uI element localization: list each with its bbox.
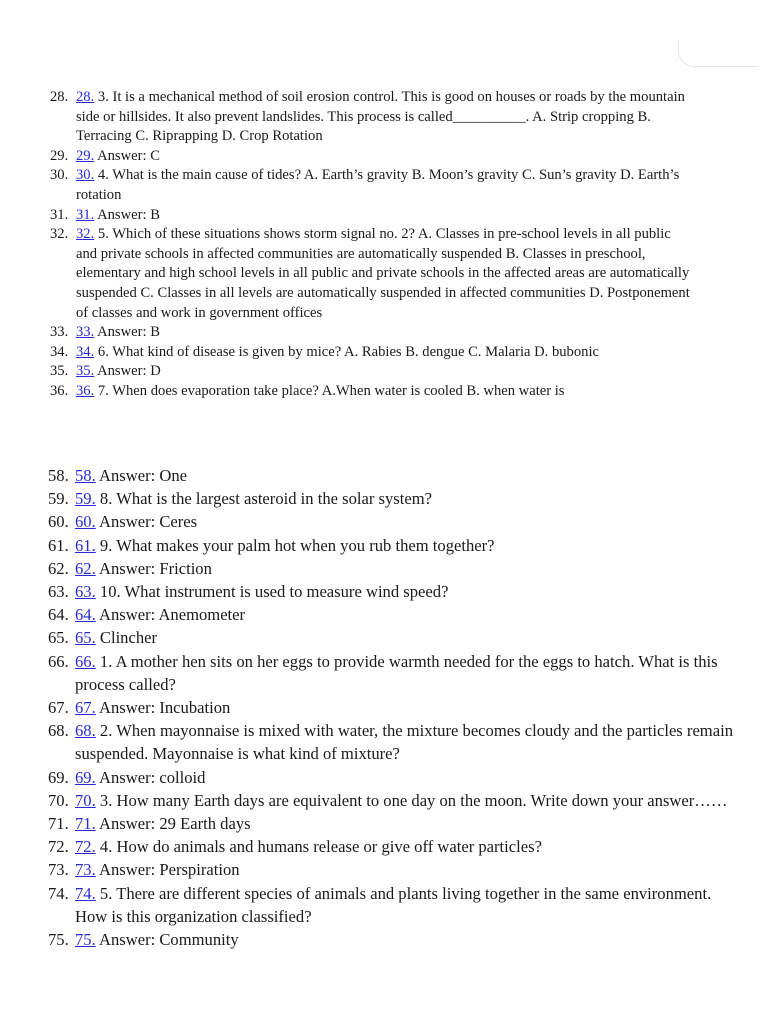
item-number: 75. — [48, 930, 69, 950]
item-number: 33. — [50, 324, 69, 341]
item-text: Answer: Ceres — [95, 512, 198, 532]
item-link[interactable]: 61. — [75, 535, 96, 555]
item-text: 10. What instrument is used to measure wind speed? — [95, 582, 449, 602]
item-body — [75, 789, 738, 812]
item-body — [76, 323, 690, 343]
item-link[interactable]: 58. — [75, 466, 96, 485]
item-text: Answer: Anemometer — [95, 605, 246, 625]
list-item — [48, 766, 738, 789]
item-number: 29. — [50, 147, 69, 164]
item-text: 8. What is the largest asteroid in the solar system? — [95, 489, 433, 509]
list-item — [50, 343, 690, 363]
item-link[interactable]: 35. — [76, 363, 95, 380]
item-text: 3. It is a mechanical method of soil erosion control. This is good on houses or roads by the mountain side or hillsides. It also prevent landslides. This process is called__________. A. Strip cropping B. Terracing C. Riprapping D. Crop Rotation — [76, 89, 685, 145]
item-text: 4. What is the main cause of tides? A. Earth’s gravity B. Moon’s gravity C. Sun’s gravity D. Earth’s rotation — [76, 167, 680, 203]
list-item — [48, 882, 738, 928]
item-number: 70. — [48, 790, 69, 810]
list-item — [50, 225, 690, 323]
list-item — [48, 534, 738, 557]
item-text: 2. When mayonnaise is mixed with water, the mixture becomes cloudy and the particles remain suspended. Mayonnaise is what kind of mixture? — [75, 721, 733, 764]
item-text: 7. When does evaporation take place? A.When water is cooled B. when water is — [94, 382, 565, 399]
item-link[interactable]: 29. — [76, 147, 95, 164]
item-body — [75, 580, 738, 603]
item-text: 5. There are different species of animals and plants living together in the same environment. How is this organization classified? — [75, 883, 712, 926]
item-number: 67. — [48, 698, 69, 718]
item-number: 30. — [50, 167, 69, 184]
item-number: 61. — [48, 535, 69, 555]
list-item — [48, 487, 738, 510]
list-item — [50, 382, 690, 402]
list-item — [48, 557, 738, 580]
item-text: Answer: D — [94, 363, 161, 380]
item-text: Answer: Community — [95, 930, 239, 950]
item-body — [76, 166, 690, 205]
item-text: 3. How many Earth days are equivalent to one day on the moon. Write down your answer…… — [95, 790, 728, 810]
item-number: 71. — [48, 814, 69, 834]
item-number: 74. — [48, 883, 69, 903]
item-number: 36. — [50, 382, 69, 399]
list-item — [50, 323, 690, 343]
item-number: 64. — [48, 605, 69, 625]
item-number: 68. — [48, 721, 69, 741]
item-body — [75, 603, 738, 626]
item-number: 73. — [48, 860, 69, 880]
item-body — [75, 812, 738, 835]
list-item — [50, 147, 690, 167]
list-item — [48, 812, 738, 835]
item-text: Answer: C — [94, 147, 160, 164]
item-body — [75, 557, 738, 580]
item-link[interactable]: 75. — [75, 930, 96, 950]
item-body — [75, 534, 738, 557]
item-link[interactable]: 71. — [75, 814, 96, 834]
item-number: 35. — [50, 363, 69, 380]
item-text: Answer: One — [95, 466, 187, 485]
item-link[interactable]: 63. — [75, 582, 96, 602]
item-number: 66. — [48, 651, 69, 671]
item-link[interactable]: 72. — [75, 837, 96, 857]
item-body — [75, 882, 738, 928]
item-number: 58. — [48, 466, 69, 485]
item-link[interactable]: 33. — [76, 324, 95, 341]
item-text: 6. What kind of disease is given by mice? A. Rabies B. dengue C. Malaria D. bubonic — [94, 343, 599, 360]
item-link[interactable]: 66. — [75, 651, 96, 671]
item-link[interactable]: 68. — [75, 721, 96, 741]
item-number: 60. — [48, 512, 69, 532]
item-link[interactable]: 31. — [76, 206, 95, 223]
item-body — [75, 719, 738, 765]
document-page-top — [50, 88, 690, 410]
item-link[interactable]: 67. — [75, 698, 96, 718]
item-number: 59. — [48, 489, 69, 509]
item-text: Answer: B — [94, 206, 160, 223]
list-item — [50, 362, 690, 382]
list-item — [50, 166, 690, 205]
item-number: 63. — [48, 582, 69, 602]
item-number: 62. — [48, 558, 69, 578]
item-text: Answer: Incubation — [95, 698, 231, 718]
item-body — [76, 382, 690, 402]
list-item — [48, 928, 738, 951]
item-link[interactable]: 60. — [75, 512, 96, 532]
item-body — [75, 766, 738, 789]
item-link[interactable]: 74. — [75, 883, 96, 903]
item-number: 28. — [50, 89, 69, 105]
item-body — [76, 343, 690, 363]
item-link[interactable]: 65. — [75, 628, 96, 648]
item-body — [75, 464, 738, 487]
item-body — [75, 835, 738, 858]
item-body — [75, 858, 738, 881]
item-text: Answer: colloid — [95, 767, 206, 787]
item-link[interactable]: 36. — [76, 382, 95, 399]
item-text: Clincher — [95, 628, 158, 648]
item-link[interactable]: 30. — [76, 167, 95, 184]
document-page-bottom — [48, 464, 738, 951]
item-link[interactable]: 73. — [75, 860, 96, 880]
item-number: 32. — [50, 226, 69, 243]
item-text: Answer: Perspiration — [95, 860, 240, 880]
item-body — [76, 147, 690, 167]
item-number: 72. — [48, 837, 69, 857]
list-item — [50, 88, 690, 147]
list-item — [50, 206, 690, 226]
list-item — [48, 464, 738, 487]
list-item — [48, 835, 738, 858]
item-text: 5. Which of these situations shows storm signal no. 2? A. Classes in pre-school levels in all public and private schools in affected communities are automatically suspended B. Classes in preschool, elementary and high school levels in all public and private schools in the affected areas are automatically suspended C. Classes in all levels are automatically suspended in affected communities D. Postponement of classes and work in government offices — [76, 226, 690, 321]
item-body — [76, 206, 690, 226]
item-text: 4. How do animals and humans release or give off water particles? — [95, 837, 542, 857]
item-body — [75, 626, 738, 649]
list-item — [48, 696, 738, 719]
item-text: Answer: 29 Earth days — [95, 814, 251, 834]
item-link[interactable]: 69. — [75, 767, 96, 787]
item-body — [75, 510, 738, 533]
item-text: 1. A mother hen sits on her eggs to provide warmth needed for the eggs to hatch. What is this process called? — [75, 651, 718, 694]
item-text: Answer: Friction — [95, 558, 212, 578]
item-number: 69. — [48, 767, 69, 787]
item-link[interactable]: 64. — [75, 605, 96, 625]
list-item — [48, 510, 738, 533]
list-item — [48, 626, 738, 649]
item-body — [75, 696, 738, 719]
item-link[interactable]: 34. — [76, 343, 95, 360]
item-body — [75, 928, 738, 951]
item-text: Answer: B — [94, 324, 160, 341]
item-link[interactable]: 70. — [75, 790, 96, 810]
item-body — [75, 487, 738, 510]
item-body — [75, 650, 738, 696]
item-body — [76, 362, 690, 382]
list-item — [48, 789, 738, 812]
item-body — [76, 225, 690, 323]
item-text: 9. What makes your palm hot when you rub them together? — [95, 535, 495, 555]
item-number: 31. — [50, 206, 69, 223]
item-body — [76, 88, 690, 147]
item-link[interactable]: 32. — [76, 226, 95, 243]
list-item — [48, 580, 738, 603]
item-link[interactable]: 59. — [75, 489, 96, 509]
page-corner-mark — [678, 40, 759, 67]
item-number: 65. — [48, 628, 69, 648]
list-item — [48, 603, 738, 626]
list-item — [48, 650, 738, 696]
item-link[interactable]: 28. — [76, 89, 95, 105]
list-item — [48, 858, 738, 881]
list-item — [48, 719, 738, 765]
item-number: 34. — [50, 343, 69, 360]
item-link[interactable]: 62. — [75, 558, 96, 578]
